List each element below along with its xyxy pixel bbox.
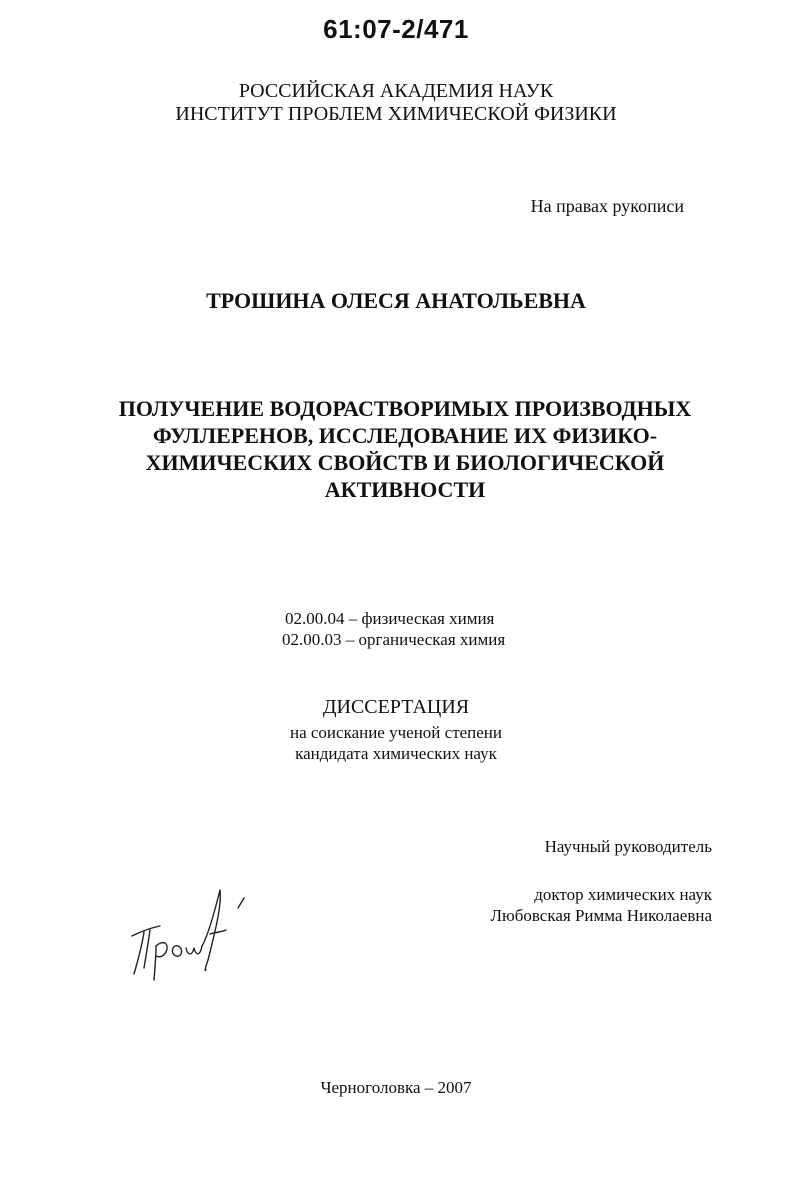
- place-and-year: Черноголовка – 2007: [320, 1078, 472, 1097]
- organization-header: [0, 80, 792, 126]
- degree-statement: [0, 722, 792, 764]
- title-line: ХИМИЧЕСКИХ СВОЙСТВ И БИОЛОГИЧЕСКОЙ: [145, 450, 665, 475]
- title-line: ФУЛЛЕРЕНОВ, ИССЛЕДОВАНИЕ ИХ ФИЗИКО-: [152, 423, 658, 448]
- degree-statement-line: кандидата химических наук: [295, 744, 497, 763]
- degree-statement-line: на соискание ученой степени: [289, 723, 503, 742]
- supervisor-role: Научный руководитель: [544, 837, 712, 856]
- manuscript-rights-note: На правах рукописи: [530, 196, 684, 216]
- author-name: ТРОШИНА ОЛЕСЯ АНАТОЛЬЕВНА: [206, 288, 586, 313]
- title-line: АКТИВНОСТИ: [324, 477, 486, 502]
- dissertation-label: ДИССЕРТАЦИЯ: [322, 696, 470, 718]
- dissertation-title: [90, 395, 720, 503]
- document-code: 61:07-2/471: [323, 14, 469, 44]
- organization-line-academy: РОССИЙСКАЯ АКАДЕМИЯ НАУК: [238, 80, 554, 102]
- supervisor-name: Любовская Римма Николаевна: [490, 906, 712, 925]
- organization-line-institute: ИНСТИТУТ ПРОБЛЕМ ХИМИЧЕСКОЙ ФИЗИКИ: [175, 103, 617, 125]
- handwritten-signature: [120, 876, 260, 991]
- supervisor-degree: доктор химических наук: [534, 885, 712, 904]
- specialty-code-organic-chemistry: 02.00.03 – органическая химия: [282, 630, 506, 649]
- signature-icon: [120, 876, 260, 986]
- supervisor-info: [490, 884, 712, 926]
- title-line: ПОЛУЧЕНИЕ ВОДОРАСТВОРИМЫХ ПРОИЗВОДНЫХ: [118, 396, 692, 421]
- specialty-code-physical-chemistry: 02.00.04 – физическая химия: [285, 609, 495, 628]
